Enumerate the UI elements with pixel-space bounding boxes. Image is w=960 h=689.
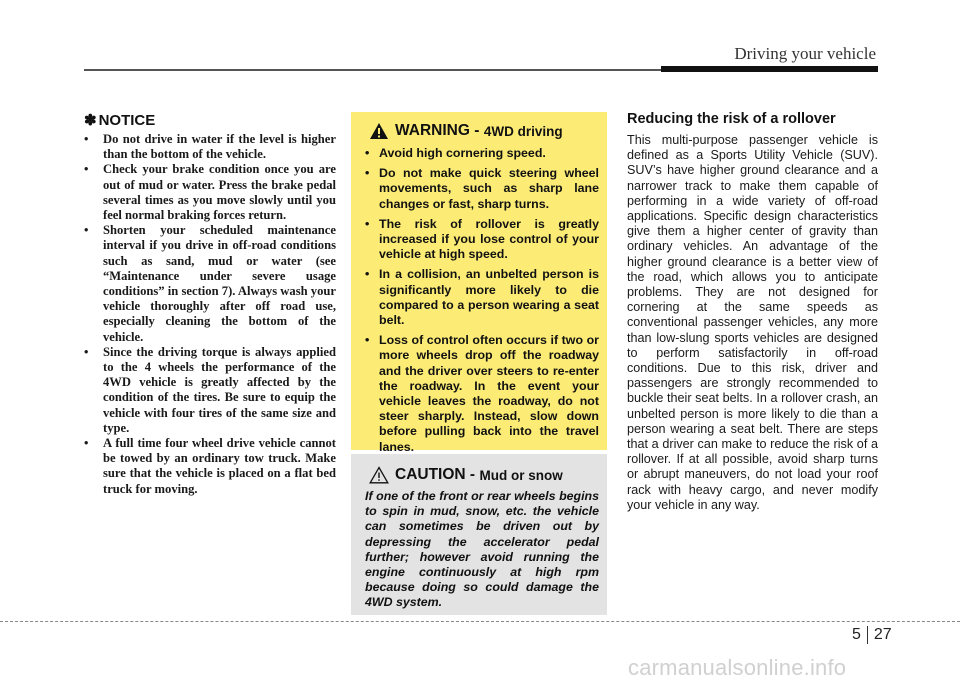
list-item: • Avoid high cornering speed. xyxy=(365,146,546,160)
page-separator xyxy=(867,626,868,644)
list-item: • Check your brake condition once you are out of mud or water. Press the brake pedal several times as you move slowly until you feel normal braking forces return. xyxy=(84,162,336,223)
chapter-number: 5 xyxy=(852,626,861,643)
list-item: • Do not drive in water if the level is higher than the bottom of the vehicle. xyxy=(84,132,336,162)
warning-header xyxy=(369,122,599,140)
warning-triangle-icon xyxy=(369,122,389,140)
caution-header xyxy=(369,466,599,484)
page-number xyxy=(852,626,892,644)
notice-label: NOTICE xyxy=(98,112,156,129)
star-icon: ✽ xyxy=(84,112,97,129)
caution-triangle-icon xyxy=(369,466,389,484)
page-number-value: 27 xyxy=(873,626,892,643)
watermark: carmanualsonline.info xyxy=(628,655,847,680)
warning-label: WARNING - xyxy=(395,122,480,139)
rollover-text: This multi-purpose passenger vehicle is defined as a Sports Utility Vehicle (SUV). SUV’s have higher ground clearance and a narrower track to make them capable of performing in a wide variety of off-road applications. Specific design characteristics give them a higher center of gravity than ordinary vehicles. An advantage of the higher ground clearance is a better view of the road, which allows you to anticipate problems. They are not designed for cornering at the same speeds as conventional passenger vehicles, any more than low-slung sports vehicles are designed to perform satisfactorily in off-road conditions. Due to this risk, driver and passengers are strongly recommended to buckle their seat belts. In a rollover crash, an unbelted person is more likely to die than a person wearing a seat belt. There are steps that a driver can make to reduce the risk of a rollover. If at all possible, avoid sharp turns or abrupt maneuvers, do not load your roof rack with heavy cargo, and never modify your vehicle in any way. xyxy=(627,133,878,512)
header-rule-accent xyxy=(661,66,878,72)
caution-text: If one of the front or rear wheels begins to spin in mud, snow, etc. the vehicle can sometimes be driven out by depressing the accelerator pedal further; however avoid running the engine continuously at high rpm because doing so could damage the 4WD system. xyxy=(365,489,599,610)
notice-list xyxy=(84,132,336,497)
notice-section xyxy=(84,111,336,497)
list-item: • Do not make quick steering wheel movements, such as sharp lane changes or fast, sharp turns. xyxy=(365,166,599,211)
footer-rule xyxy=(0,621,960,622)
warning-list xyxy=(365,146,599,455)
header-rule xyxy=(84,69,661,71)
caution-box xyxy=(351,454,607,615)
warning-subtitle: 4WD driving xyxy=(483,123,563,139)
notice-title xyxy=(84,111,336,129)
list-item: • Loss of control often occurs if two or more wheels drop off the roadway and the driver over steers to re-enter the roadway. In the event your vehicle leaves the roadway, do not steer sharply. Instead, slow down before pulling back into the travel lanes. xyxy=(365,333,599,454)
list-item: • Since the driving torque is always applied to the 4 wheels the performance of the 4WD vehicle is greatly affected by the condition of the tires. Be sure to equip the vehicle with four tires of the same size and type. xyxy=(84,344,336,435)
list-item: • The risk of rollover is greatly increased if you lose control of your vehicle at high speed. xyxy=(365,216,599,262)
section-title: Driving your vehicle xyxy=(734,44,876,63)
list-item: • In a collision, an unbelted person is significantly more likely to die compared to a person wearing a seat belt. xyxy=(365,267,599,328)
caution-subtitle: Mud or snow xyxy=(479,467,563,483)
rollover-section xyxy=(627,111,878,513)
list-item: • A full time four wheel drive vehicle cannot be towed by an ordinary tow truck. Make sure that the vehicle is placed on a flat bed truck for moving. xyxy=(84,436,336,496)
rollover-title: Reducing the risk of a rollover xyxy=(627,111,836,127)
warning-box xyxy=(351,112,607,454)
list-item: • Shorten your scheduled maintenance interval if you drive in off-road conditions such as sand, mud or water (see “Maintenance under severe usage conditions” in section 7). Always wash your vehicle thoroughly after off road use, especially cleaning the bottom of the vehicle. xyxy=(84,223,336,344)
caution-label: CAUTION - xyxy=(395,466,476,483)
